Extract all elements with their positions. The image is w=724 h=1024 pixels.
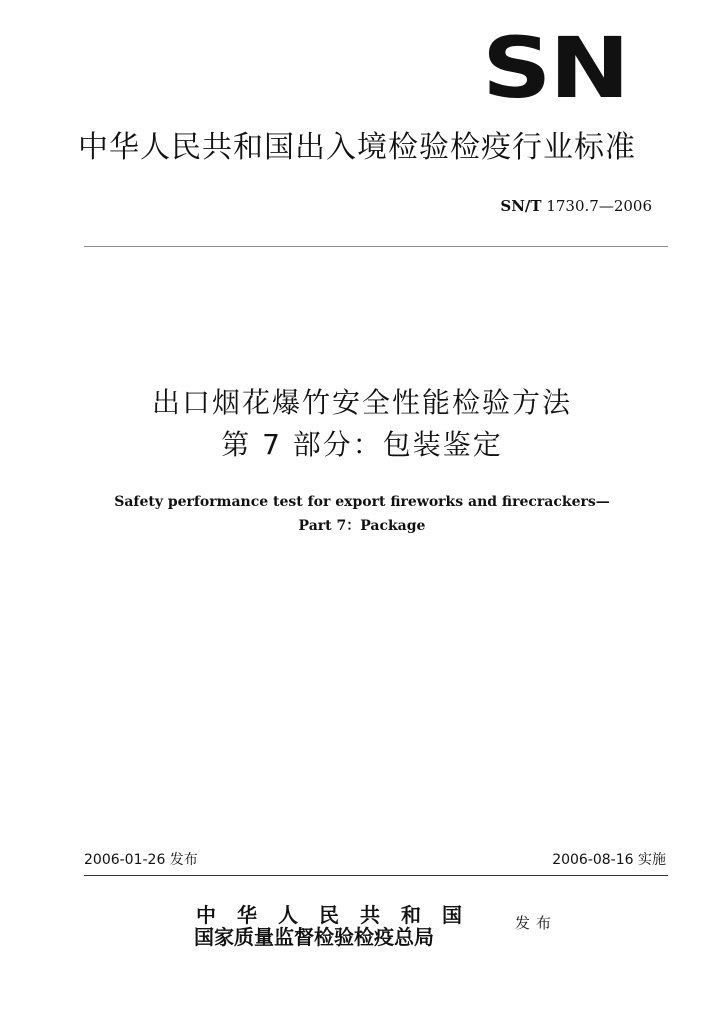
- header-divider: [84, 246, 668, 247]
- issuer-line-1: 中华人民共和国: [196, 903, 483, 927]
- issuer-line-2: 国家质量监督检验检疫总局: [194, 925, 434, 949]
- sn-logo: SN: [482, 19, 628, 117]
- standard-number-prefix: SN/T: [500, 197, 542, 215]
- standard-number-value: 1730.7—2006: [546, 197, 652, 215]
- industry-standard-title: 中华人民共和国出入境检验检疫行业标准: [78, 130, 636, 165]
- english-title-line-1: Safety performance test for export fireworks and firecrackers—: [114, 494, 610, 510]
- implementation-date: 2006-08-16 实施: [552, 852, 666, 868]
- footer-divider: [84, 875, 668, 876]
- chinese-title-line-1: 出口烟花爆竹安全性能检验方法: [151, 386, 572, 419]
- issue-date: 2006-01-26 发布: [84, 852, 198, 868]
- issuer-action: 发布: [515, 914, 558, 932]
- standard-number: [500, 196, 652, 216]
- english-title-line-2: Part 7：Package: [298, 518, 426, 534]
- chinese-title-line-2: 第 7 部分：包装鉴定: [221, 428, 503, 461]
